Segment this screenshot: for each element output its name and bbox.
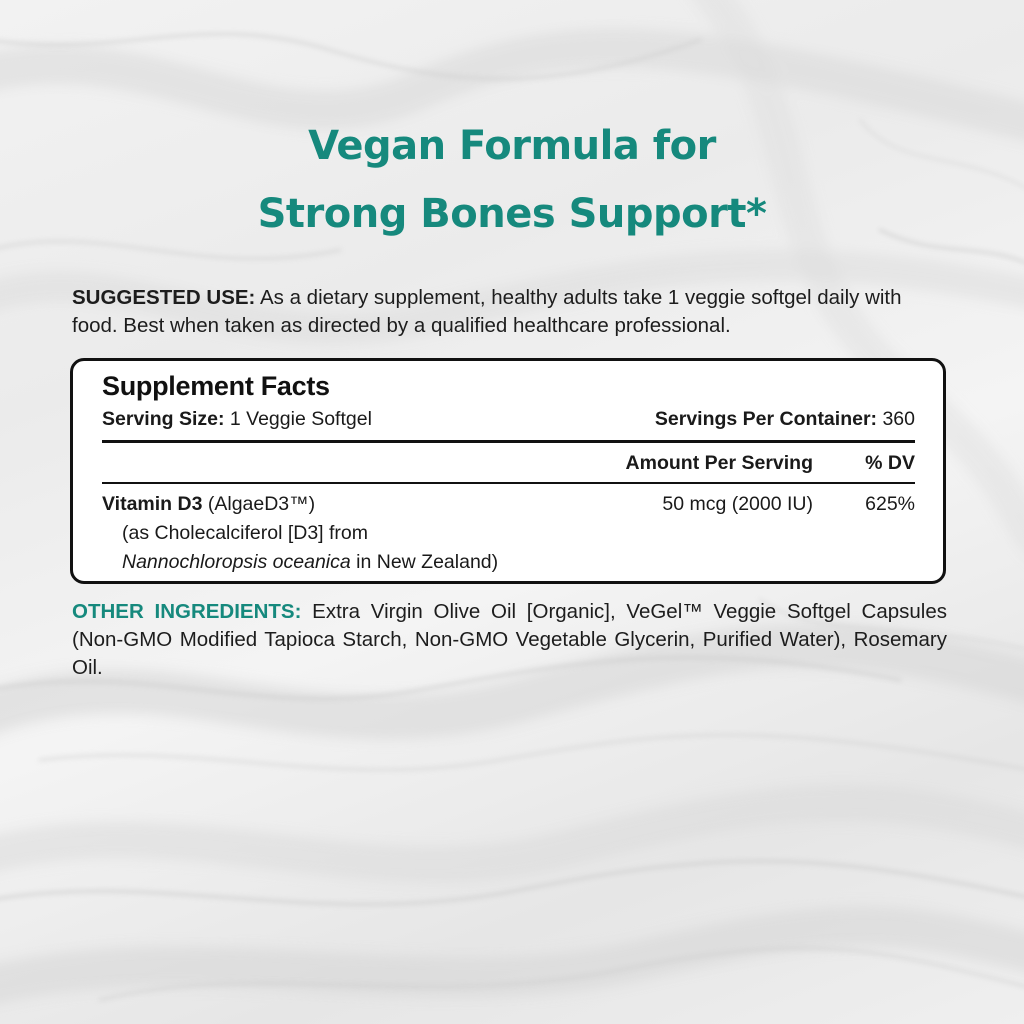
other-ingredients-paragraph [72, 598, 947, 682]
facts-divider-thin [102, 482, 915, 484]
nutrient-brand: (AlgaeD3™) [202, 493, 316, 515]
facts-divider-thick [102, 440, 915, 443]
nutrient-daily-value: 625% [865, 493, 915, 515]
nutrient-source-species: Nannochloropsis oceanica [122, 551, 351, 573]
nutrient-name: Vitamin D3 [102, 493, 203, 515]
nutrient-source-origin: in New Zealand) [350, 551, 499, 573]
headline [0, 112, 1024, 248]
other-ingredients-text: Extra Virgin Olive Oil [Organic], VeGel™ Veggie Softgel Capsules (Non-GMO Modified Tapioca Starch, Non-GMO Vegetable Glycerin, Purified Water), Rosemary Oil. [72, 600, 947, 679]
nutrient-source-line-1: (as Cholecalciferol [D3] from [122, 522, 368, 544]
headline-line-2: Strong Bones Support* [257, 191, 767, 237]
daily-value-header: % DV [865, 452, 915, 474]
nutrient-row-vitamin-d3 [102, 490, 602, 577]
servings-per-container-value: 360 [877, 408, 915, 430]
serving-size-label: Serving Size: [102, 408, 225, 430]
serving-size-value: 1 Veggie Softgel [224, 408, 372, 430]
other-ingredients-label: OTHER INGREDIENTS: [72, 600, 302, 623]
suggested-use-paragraph [72, 284, 952, 340]
headline-line-1: Vegan Formula for [308, 123, 716, 169]
servings-per-container-label: Servings Per Container: [654, 408, 878, 430]
serving-size [102, 408, 372, 431]
suggested-use-text: As a dietary supplement, healthy adults take 1 veggie softgel daily with food. Best when taken as directed by a qualified healthcare professional. [72, 286, 902, 337]
amount-per-serving-header: Amount Per Serving [625, 452, 813, 474]
supplement-facts-panel [70, 358, 946, 584]
nutrient-source-line-2 [102, 548, 602, 577]
servings-per-container [655, 408, 915, 431]
supplement-facts-title: Supplement Facts [102, 371, 330, 401]
nutrient-amount: 50 mcg (2000 IU) [662, 493, 813, 515]
suggested-use-label: SUGGESTED USE: [72, 286, 256, 309]
